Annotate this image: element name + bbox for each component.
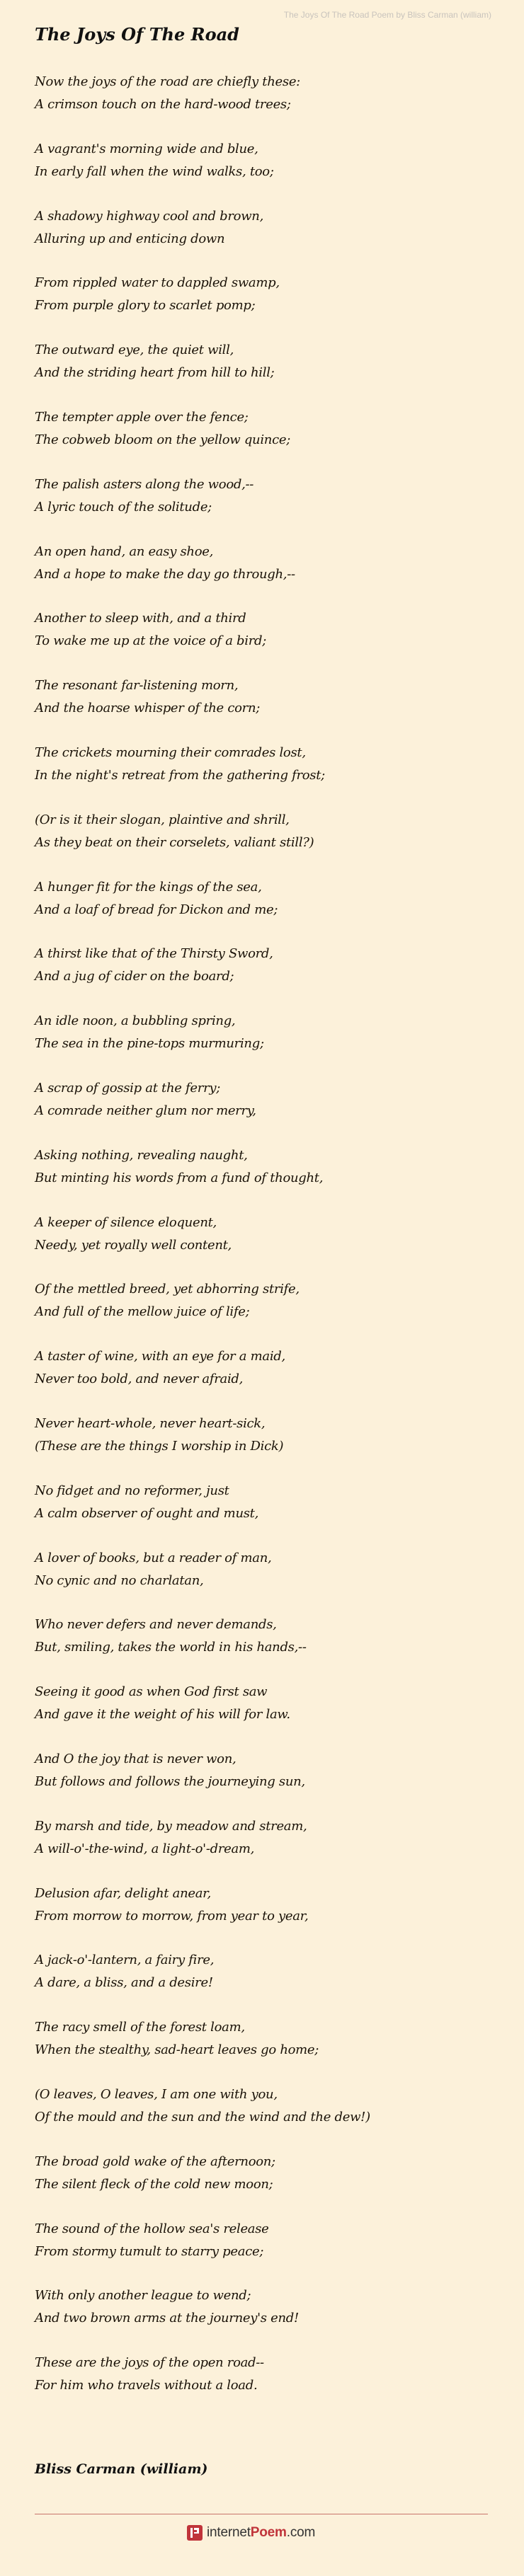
poem-line: And the hoarse whisper of the corn;: [35, 701, 261, 716]
poem-line: No fidget and no reformer, just: [35, 1483, 229, 1498]
poem-line: The sound of the hollow sea's release: [35, 2221, 269, 2236]
logo-text-poem: Poem: [250, 2525, 287, 2540]
poem-line: The racy smell of the forest loam,: [35, 2020, 245, 2035]
poem-line: (These are the things I worship in Dick): [35, 1438, 284, 1454]
poem-line: Of the mould and the sun and the wind and the dew!): [35, 2109, 370, 2124]
poem-line: For him who travels without a load.: [35, 2378, 258, 2393]
poem-line: And a jug of cider on the board;: [35, 969, 234, 984]
poem-line: In the night's retreat from the gathering frost;: [35, 767, 325, 783]
poem-line: Asking nothing, revealing naught,: [35, 1147, 248, 1163]
poem-line: And gave it the weight of his will for law.: [35, 1707, 290, 1723]
poem-line: (O leaves, O leaves, I am one with you,: [35, 2086, 278, 2102]
poem-line: The broad gold wake of the afternoon;: [35, 2154, 275, 2169]
poem-line: Alluring up and enticing down: [35, 231, 225, 246]
logo-text: [207, 2525, 315, 2541]
stanza: [35, 406, 502, 452]
poem-line: An open hand, an easy shoe,: [35, 544, 214, 559]
poem-line: But minting his words from a fund of thought,: [35, 1170, 324, 1185]
poem-line: The sea in the pine-tops murmuring;: [35, 1036, 264, 1052]
stanza: [35, 205, 502, 251]
stanza: [35, 2151, 502, 2196]
poem-line: No cynic and no charlatan,: [35, 1572, 204, 1588]
stanza: [35, 1748, 502, 1793]
stanza: [35, 607, 502, 652]
poem-line: (Or is it their slogan, plaintive and shrill,: [35, 812, 290, 827]
stanza: [35, 2016, 502, 2062]
poem-line: These are the joys of the open road--: [35, 2355, 264, 2371]
poem-line: From rippled water to dappled swamp,: [35, 275, 280, 291]
stanza: [35, 1547, 502, 1592]
poem-line: Never too bold, and never afraid,: [35, 1372, 244, 1387]
poem-line: A taster of wine, with an eye for a maid,: [35, 1349, 285, 1364]
poem-line: A lyric touch of the solitude;: [35, 499, 212, 514]
stanza: [35, 2284, 502, 2330]
poem-line: A shadowy highway cool and brown,: [35, 208, 264, 224]
poem-line: But, smiling, takes the world in his hands,--: [35, 1640, 307, 1655]
stanza: [35, 742, 502, 787]
stanza: [35, 1815, 502, 1861]
poem-line: The crickets mourning their comrades lost,: [35, 744, 306, 760]
poem-line: A vagrant's morning wide and blue,: [35, 141, 258, 156]
poem-line: And a hope to make the day go through,--: [35, 566, 295, 582]
poem-line: Now the joys of the road are chiefly these:: [35, 74, 300, 89]
stanza: [35, 2352, 502, 2397]
poem-line: The palish asters along the wood,--: [35, 476, 254, 492]
stanza: [35, 943, 502, 988]
poem-line: A dare, a bliss, and a desire!: [35, 1975, 213, 1991]
poem-line: The silent fleck of the cold new moon;: [35, 2176, 273, 2192]
logo-text-com: .com: [286, 2525, 316, 2540]
poem-line: A scrap of gossip at the ferry;: [35, 1080, 221, 1096]
stanza: [35, 1278, 502, 1323]
poem-line: A jack-o'-lantern, a fairy fire,: [35, 1953, 215, 1968]
poem-line: And the striding heart from hill to hill;: [35, 365, 275, 381]
poem-line: As they beat on their corselets, valiant still?): [35, 834, 314, 850]
poem-line: A thirst like that of the Thirsty Sword,: [35, 946, 273, 962]
poem-line: To wake me up at the voice of a bird;: [35, 633, 267, 649]
stanza: [35, 1010, 502, 1055]
poem-line: Needy, yet royally well content,: [35, 1237, 232, 1253]
stanza: [35, 1681, 502, 1726]
watermark: The Joys Of The Road Poem by Bliss Carman (william): [283, 10, 491, 20]
poem-line: A comrade neither glum nor merry,: [35, 1103, 256, 1118]
poem-line: A crimson touch on the hard-wood trees;: [35, 97, 291, 112]
poem-line: With only another league to wend;: [35, 2288, 251, 2304]
poem-title: The Joys Of The Road: [35, 24, 239, 45]
poem-line: A hunger fit for the kings of the sea,: [35, 879, 262, 895]
stanza: [35, 809, 502, 854]
poem-line: And full of the mellow juice of life;: [35, 1304, 250, 1320]
poem-line: The tempter apple over the fence;: [35, 409, 249, 425]
stanza: [35, 541, 502, 586]
poem-author: Bliss Carman (william): [35, 2461, 208, 2477]
stanza: [35, 1077, 502, 1122]
poem-line: And O the joy that is never won,: [35, 1751, 237, 1766]
poem-line: The cobweb bloom on the yellow quince;: [35, 432, 290, 447]
poem-line: From purple glory to scarlet pomp;: [35, 298, 256, 314]
stanza: [35, 876, 502, 921]
poem-line: Seeing it good as when God first saw: [35, 1684, 268, 1700]
poem-line: By marsh and tide, by meadow and stream,: [35, 1818, 307, 1834]
poem-line: The resonant far-listening morn,: [35, 678, 239, 694]
poem-line: An idle noon, a bubbling spring,: [35, 1013, 236, 1029]
stanza: [35, 1345, 502, 1391]
poem-line: When the stealthy, sad-heart leaves go home;: [35, 2042, 319, 2058]
stanza: [35, 2218, 502, 2263]
stanza: [35, 339, 502, 384]
site-logo[interactable]: [187, 2525, 315, 2541]
stanza: [35, 138, 502, 183]
poem-line: Delusion afar, delight anear,: [35, 1885, 211, 1901]
poem-line: But follows and follows the journeying sun,: [35, 1773, 305, 1789]
stanza: [35, 1882, 502, 1928]
poem-line: The outward eye, the quiet will,: [35, 343, 234, 358]
stanza: [35, 1949, 502, 1994]
stanza: [35, 1212, 502, 1257]
poem-line: A lover of books, but a reader of man,: [35, 1550, 272, 1565]
stanza: [35, 272, 502, 317]
poem-line: Who never defers and never demands,: [35, 1617, 277, 1633]
stanza: [35, 1413, 502, 1458]
poem-line: Of the mettled breed, yet abhorring strife,: [35, 1282, 300, 1297]
stanza: [35, 71, 502, 116]
poem-line: A will-o'-the-wind, a light-o'-dream,: [35, 1841, 255, 1856]
poem-line: From stormy tumult to starry peace;: [35, 2243, 264, 2259]
poem-line: And a loaf of bread for Dickon and me;: [35, 902, 278, 917]
stanza: [35, 473, 502, 519]
poem-line: From morrow to morrow, from year to year,: [35, 1908, 309, 1924]
stanza: [35, 1614, 502, 1659]
logo-text-internet: internet: [207, 2525, 251, 2540]
poem-line: Another to sleep with, and a third: [35, 611, 246, 626]
poem-line: A keeper of silence eloquent,: [35, 1214, 217, 1230]
poem-line: A calm observer of ought and must,: [35, 1505, 259, 1521]
poem-line: Never heart-whole, never heart-sick,: [35, 1415, 266, 1431]
stanza: [35, 1144, 502, 1190]
stanza: [35, 2083, 502, 2129]
stanza: [35, 1480, 502, 1525]
poem-line: In early fall when the wind walks, too;: [35, 163, 274, 179]
internetpoem-logo-icon: [187, 2525, 203, 2541]
stanza: [35, 674, 502, 720]
poem-line: And two brown arms at the journey's end!: [35, 2311, 299, 2326]
poem-body: [35, 71, 502, 2419]
